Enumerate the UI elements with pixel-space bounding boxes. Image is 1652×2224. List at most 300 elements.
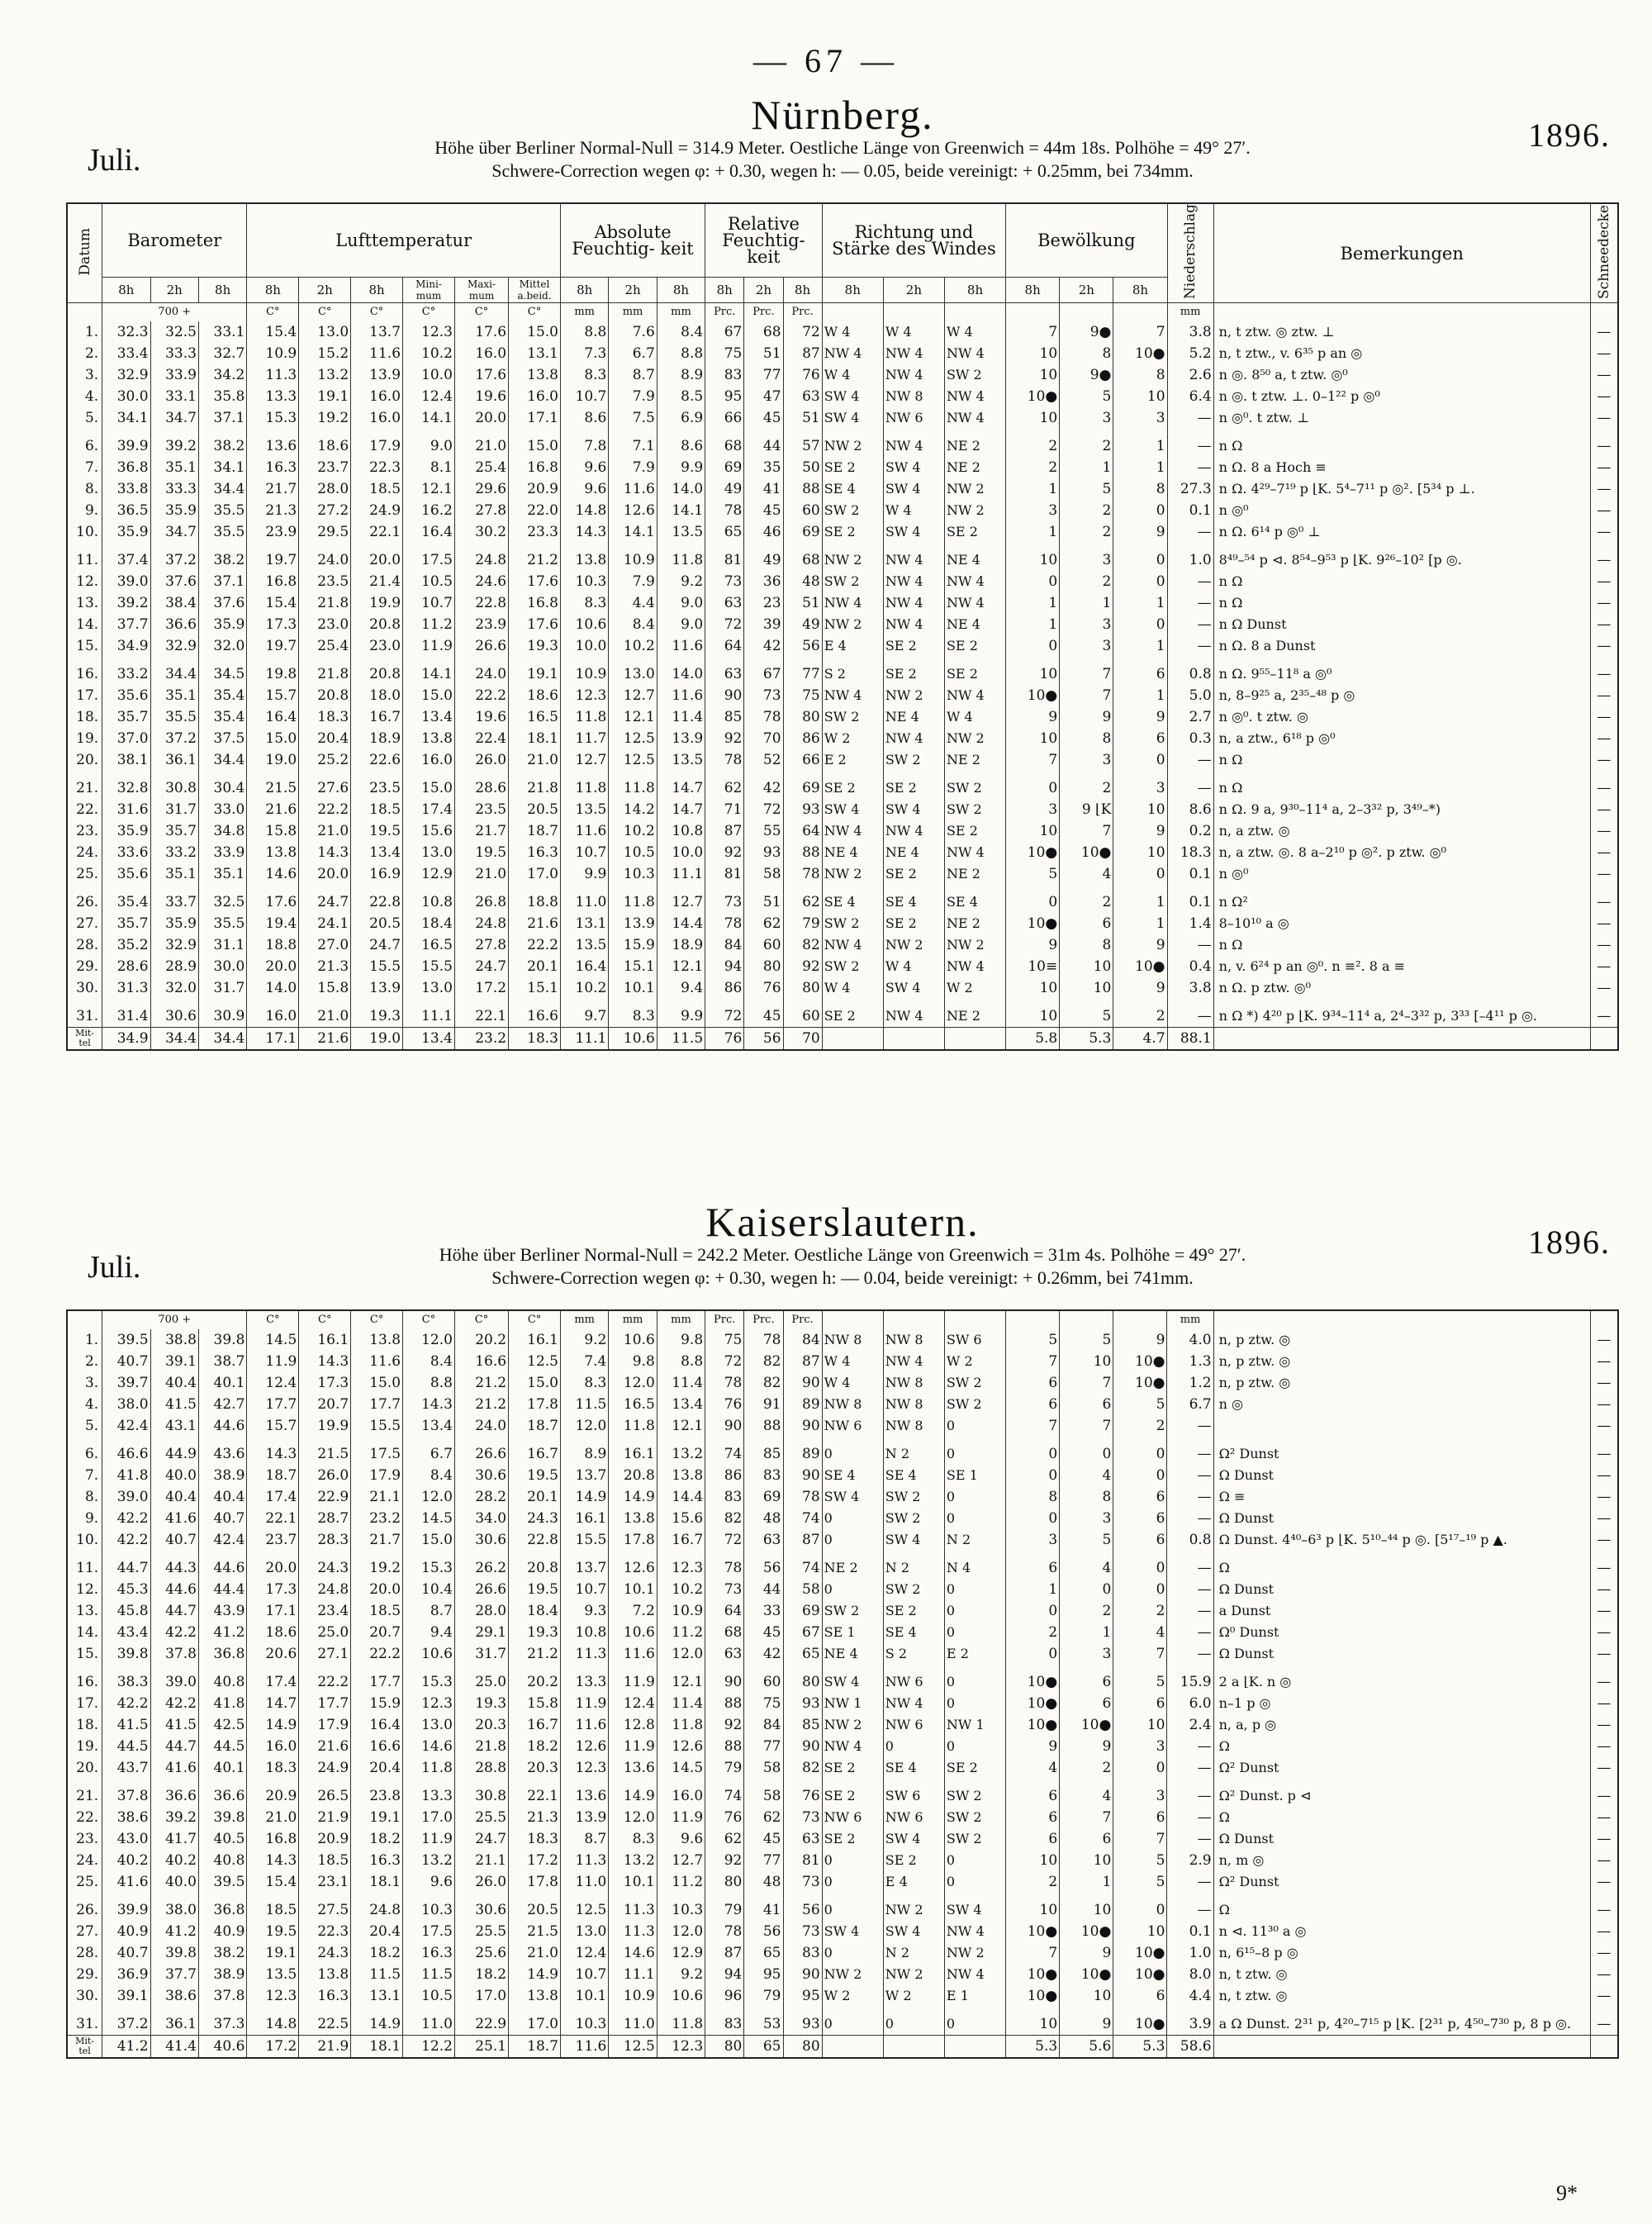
cell-bew-2h: 9 ⌊Κ (1060, 799, 1113, 820)
sub-maximum: Maxi- mum (454, 278, 508, 303)
cell-datum: 8. (67, 1486, 102, 1508)
cell-abs-8h: 14.3 (560, 521, 608, 543)
cell-baro-2h: 35.9 (150, 500, 198, 521)
cell-wind-8h: NE 4 (822, 842, 883, 863)
cell-datum: 5. (67, 407, 102, 429)
cell-baro-8h-evening: 36.8 (198, 1643, 246, 1665)
cell-temp-8h-evening: 20.4 (351, 1921, 403, 1942)
cell-wind-8h-evening: NW 4 (944, 407, 1005, 429)
cell-temp-8h-evening: 16.6 (351, 1736, 403, 1757)
cell-temp-mittel: 12.5 (509, 1351, 561, 1372)
cell-wind-2h: E 4 (883, 1871, 944, 1893)
cell-baro-2h: 35.5 (150, 706, 198, 728)
cell-schneedecke: — (1590, 1600, 1618, 1622)
cell-rel-2h: 45 (744, 407, 783, 429)
cell-rel-8h: 73 (705, 1579, 744, 1600)
cell-temp-mittel: 15.0 (509, 1372, 561, 1394)
sub-8h: 8h (705, 278, 744, 303)
cell-abs-8h-evening: 11.1 (657, 863, 705, 885)
table-row (67, 1942, 1618, 1964)
cell-datum: 16. (67, 657, 102, 685)
cell-rel-8h-evening: 68 (783, 543, 822, 571)
cell-rel-8h-evening: 84 (783, 1329, 822, 1351)
cell-schneedecke: — (1590, 1693, 1618, 1714)
cell-bew-2h: 4 (1060, 1779, 1113, 1807)
cell-bew-8h: 1 (1006, 592, 1060, 614)
station-title: Nürnberg. (751, 92, 934, 138)
cell-bew-8h: 10 (1006, 999, 1060, 1028)
cell-bew-2h: 8 (1060, 728, 1113, 749)
cell-baro-8h: 44.7 (102, 1551, 150, 1579)
cell-temp-max: 19.5 (454, 842, 508, 863)
cell-bew-8h-evening: 10● (1113, 1964, 1167, 1985)
cell-rel-8h: 49 (705, 478, 744, 500)
cell-abs-8h-evening: 12.6 (657, 1736, 705, 1757)
cell-wind-2h: NW 6 (883, 407, 944, 429)
cell-abs-2h: 7.2 (609, 1600, 657, 1622)
cell-temp-mittel: 20.5 (509, 799, 561, 820)
cell-niederschlag: — (1167, 457, 1213, 478)
cell-temp-min: 12.4 (403, 386, 455, 407)
cell-baro-8h-evening: 42.7 (198, 1394, 246, 1415)
cell-datum: 4. (67, 386, 102, 407)
cell-rel-2h: 88 (744, 1415, 783, 1437)
cell-abs-2h: 14.9 (609, 1486, 657, 1508)
cell-temp-2h: 20.8 (299, 685, 351, 706)
cell-baro-2h: 40.0 (150, 1871, 198, 1893)
cell-schneedecke: — (1590, 799, 1618, 820)
cell-rel-8h: 92 (705, 1850, 744, 1871)
cell-abs-2h: 11.6 (609, 478, 657, 500)
cell-schneedecke: — (1590, 1665, 1618, 1693)
sub-8h: 8h (102, 278, 150, 303)
cell-baro-8h-evening: 43.6 (198, 1437, 246, 1465)
cell-temp-8h-evening: 13.8 (351, 1329, 403, 1351)
cell-temp-mittel: 22.2 (509, 934, 561, 956)
cell-abs-8h: 10.3 (560, 571, 608, 592)
cell-wind-2h: 0 (883, 1736, 944, 1757)
cell-baro-2h: 34.4 (150, 657, 198, 685)
cell-rel-8h-evening: 69 (783, 1600, 822, 1622)
cell-niederschlag: 1.0 (1167, 543, 1213, 571)
cell-abs-8h-evening: 8.9 (657, 364, 705, 386)
cell-temp-2h: 27.1 (299, 1643, 351, 1665)
cell-bew-8h: 7 (1006, 749, 1060, 771)
cell-bew-8h-evening: 10● (1113, 1351, 1167, 1372)
cell-niederschlag: 5.2 (1167, 343, 1213, 364)
cell-baro-8h: 38.0 (102, 1394, 150, 1415)
cell-datum: 8. (67, 478, 102, 500)
cell-niederschlag: 1.3 (1167, 1351, 1213, 1372)
cell-bemerkungen: n, p ztw. ◎ (1213, 1329, 1590, 1351)
cell-datum: 12. (67, 571, 102, 592)
table-row (67, 1329, 1618, 1351)
cell-baro-8h-evening: 34.1 (198, 457, 246, 478)
cell-schneedecke: — (1590, 1736, 1618, 1757)
cell-bew-8h-evening: 7 (1113, 1828, 1167, 1850)
cell-rel-8h-evening: 90 (783, 1964, 822, 1985)
cell-datum: 27. (67, 1921, 102, 1942)
cell-baro-8h-evening: 33.9 (198, 842, 246, 863)
cell-rel-8h-evening: 80 (783, 706, 822, 728)
cell-rel-2h: 78 (744, 706, 783, 728)
cell-schneedecke: — (1590, 2007, 1618, 2036)
cell-temp-max: 24.7 (454, 1828, 508, 1850)
cell-baro-8h-evening: 32.0 (198, 635, 246, 657)
cell-bemerkungen: n, t ztw. ◎ ztw. ⊥ (1213, 321, 1590, 343)
cell-temp-min: 18.4 (403, 913, 455, 934)
cell-bew-2h: 0 (1060, 1579, 1113, 1600)
cell-bew-8h-evening: 0 (1113, 749, 1167, 771)
cell-bew-2h: 7 (1060, 1372, 1113, 1394)
table-row (67, 863, 1618, 885)
cell-datum: 17. (67, 685, 102, 706)
cell-temp-8h-evening: 21.4 (351, 571, 403, 592)
cell-temp-2h: 23.5 (299, 571, 351, 592)
cell-wind-8h: SW 4 (822, 1665, 883, 1693)
cell-wind-8h-evening: 0 (944, 1665, 1005, 1693)
cell-niederschlag: — (1167, 1551, 1213, 1579)
table-row (67, 1828, 1618, 1850)
cell-baro-8h: 36.9 (102, 1964, 150, 1985)
cell-bew-8h-evening: 2 (1113, 999, 1167, 1028)
table-row (67, 799, 1618, 820)
cell-bew-8h-evening: 0 (1113, 543, 1167, 571)
cell-wind-2h: SE 4 (883, 1757, 944, 1779)
cell-abs-2h: 4.4 (609, 592, 657, 614)
cell-baro-2h: 32.9 (150, 635, 198, 657)
cell-temp-max: 17.6 (454, 321, 508, 343)
cell-datum: 17. (67, 1693, 102, 1714)
cell-rel-2h: 79 (744, 1985, 783, 2007)
cell-abs-2h: 14.2 (609, 799, 657, 820)
cell-wind-8h: NE 2 (822, 1551, 883, 1579)
cell-rel-2h: 55 (744, 820, 783, 842)
cell-wind-8h-evening: NE 2 (944, 913, 1005, 934)
cell-temp-min: 15.3 (403, 1665, 455, 1693)
cell-rel-2h: 75 (744, 1693, 783, 1714)
cell-schneedecke: — (1590, 1985, 1618, 2007)
cell-temp-2h: 27.2 (299, 500, 351, 521)
cell-wind-8h-evening: NW 2 (944, 1942, 1005, 1964)
cell-abs-2h: 16.5 (609, 1394, 657, 1415)
cell-rel-8h-evening: 73 (783, 1921, 822, 1942)
mittel-bew-2h: 5.6 (1060, 2036, 1113, 2059)
cell-temp-min: 10.8 (403, 885, 455, 913)
cell-wind-8h: S 2 (822, 657, 883, 685)
cell-wind-8h: NE 4 (822, 1643, 883, 1665)
cell-rel-2h: 80 (744, 956, 783, 977)
cell-niederschlag: — (1167, 1807, 1213, 1828)
cell-rel-2h: 39 (744, 614, 783, 635)
cell-wind-8h: SW 4 (822, 1486, 883, 1508)
cell-niederschlag: — (1167, 749, 1213, 771)
cell-temp-8h-evening: 19.2 (351, 1551, 403, 1579)
cell-temp-min: 8.4 (403, 1351, 455, 1372)
cell-bew-8h: 6 (1006, 1807, 1060, 1828)
cell-wind-8h-evening: NW 4 (944, 571, 1005, 592)
cell-baro-8h: 28.6 (102, 956, 150, 977)
sub-2h: 2h (883, 278, 944, 303)
cell-abs-8h-evening: 8.8 (657, 343, 705, 364)
cell-schneedecke: — (1590, 913, 1618, 934)
cell-temp-8h: 18.3 (247, 1757, 299, 1779)
cell-wind-8h: NW 8 (822, 1329, 883, 1351)
cell-rel-8h: 69 (705, 457, 744, 478)
cell-bew-2h: 9● (1060, 364, 1113, 386)
cell-baro-8h-evening: 35.1 (198, 863, 246, 885)
cell-datum: 30. (67, 977, 102, 999)
cell-temp-min: 12.0 (403, 1486, 455, 1508)
cell-abs-2h: 10.1 (609, 1579, 657, 1600)
cell-temp-min: 16.2 (403, 500, 455, 521)
cell-baro-8h: 37.4 (102, 543, 150, 571)
cell-rel-2h: 95 (744, 1964, 783, 1985)
month-label: Juli. (88, 143, 141, 178)
cell-niederschlag: 0.2 (1167, 820, 1213, 842)
cell-bew-2h: 5 (1060, 1529, 1113, 1551)
cell-wind-8h: SE 4 (822, 885, 883, 913)
cell-bemerkungen: n ◎. 8⁵⁰ a, t ztw. ◎⁰ (1213, 364, 1590, 386)
cell-baro-8h-evening: 32.5 (198, 885, 246, 913)
cell-wind-8h-evening: NW 4 (944, 842, 1005, 863)
cell-temp-8h: 20.6 (247, 1643, 299, 1665)
cell-bew-8h-evening: 10 (1113, 386, 1167, 407)
cell-temp-max: 30.6 (454, 1529, 508, 1551)
baro-base: 700 + (102, 1310, 247, 1329)
cell-niederschlag: 0.1 (1167, 885, 1213, 913)
mittel-abs-8h-evening: 12.3 (657, 2036, 705, 2059)
cell-wind-2h: N 2 (883, 1942, 944, 1964)
cell-rel-8h: 87 (705, 820, 744, 842)
cell-temp-8h-evening: 20.8 (351, 614, 403, 635)
table-row (67, 1871, 1618, 1893)
cell-temp-min: 13.4 (403, 706, 455, 728)
cell-temp-8h: 19.7 (247, 635, 299, 657)
cell-schneedecke: — (1590, 407, 1618, 429)
cell-bew-8h-evening: 10● (1113, 343, 1167, 364)
cell-abs-8h-evening: 13.8 (657, 1465, 705, 1486)
cell-wind-8h: 0 (822, 1942, 883, 1964)
cell-temp-mittel: 17.6 (509, 571, 561, 592)
cell-baro-8h: 35.4 (102, 885, 150, 913)
table-row (67, 543, 1618, 571)
cell-wind-2h: 0 (883, 2007, 944, 2036)
cell-temp-8h-evening: 20.0 (351, 543, 403, 571)
cell-bemerkungen: n, a ztw. ◎ (1213, 820, 1590, 842)
cell-wind-8h: SW 2 (822, 706, 883, 728)
cell-rel-8h: 79 (705, 1893, 744, 1921)
cell-bemerkungen: n, v. 6²⁴ p an ◎⁰. n ≡². 8 a ≡ (1213, 956, 1590, 977)
mittel-rel-2h: 65 (744, 2036, 783, 2059)
cell-datum: 22. (67, 799, 102, 820)
cell-bemerkungen: Ω² Dunst (1213, 1437, 1590, 1465)
cell-rel-2h: 58 (744, 1757, 783, 1779)
cell-temp-max: 21.7 (454, 820, 508, 842)
table-row (67, 977, 1618, 999)
table-row (67, 1964, 1618, 1985)
cell-wind-8h: NW 8 (822, 1394, 883, 1415)
cell-baro-8h: 33.6 (102, 842, 150, 863)
cell-abs-8h-evening: 9.9 (657, 457, 705, 478)
cell-abs-2h: 15.9 (609, 934, 657, 956)
cell-temp-min: 11.2 (403, 614, 455, 635)
cell-wind-8h-evening: SW 2 (944, 771, 1005, 799)
cell-bew-8h-evening: 0 (1113, 500, 1167, 521)
cell-datum: 7. (67, 457, 102, 478)
cell-rel-8h-evening: 74 (783, 1508, 822, 1529)
cell-abs-8h-evening: 8.5 (657, 386, 705, 407)
mittel-baro-8h-evening: 40.6 (198, 2036, 246, 2059)
cell-wind-8h: SE 2 (822, 999, 883, 1028)
cell-temp-2h: 24.0 (299, 543, 351, 571)
cell-wind-8h-evening: 0 (944, 1850, 1005, 1871)
cell-wind-8h-evening: E 1 (944, 1985, 1005, 2007)
cell-bew-8h-evening: 9 (1113, 706, 1167, 728)
cell-temp-2h: 24.9 (299, 1757, 351, 1779)
sub-8h: 8h (657, 278, 705, 303)
cell-datum: 11. (67, 543, 102, 571)
cell-bemerkungen: n, t ztw. ◎ (1213, 1985, 1590, 2007)
cell-temp-8h-evening: 23.5 (351, 771, 403, 799)
cell-schneedecke: — (1590, 1964, 1618, 1985)
cell-rel-8h: 94 (705, 1964, 744, 1985)
cell-abs-8h: 12.0 (560, 1415, 608, 1437)
cell-temp-max: 19.6 (454, 706, 508, 728)
cell-temp-2h: 15.2 (299, 343, 351, 364)
cell-baro-8h-evening: 40.4 (198, 1486, 246, 1508)
cell-datum: 19. (67, 728, 102, 749)
cell-bew-8h: 9 (1006, 1736, 1060, 1757)
cell-rel-2h: 77 (744, 1736, 783, 1757)
mittel-bew-8h-evening: 5.3 (1113, 2036, 1167, 2059)
cell-niederschlag: — (1167, 1828, 1213, 1850)
cell-temp-max: 17.0 (454, 1985, 508, 2007)
table-row (67, 1372, 1618, 1394)
sub-mittel: Mittel a.beid. (509, 278, 561, 303)
cell-rel-8h-evening: 63 (783, 386, 822, 407)
cell-baro-8h: 32.9 (102, 364, 150, 386)
cell-wind-2h: NW 8 (883, 1415, 944, 1437)
cell-temp-2h: 26.0 (299, 1465, 351, 1486)
mittel-bemerkungen (1213, 1028, 1590, 1051)
cell-bew-8h-evening: 6 (1113, 1693, 1167, 1714)
cell-datum: 28. (67, 934, 102, 956)
cell-rel-8h: 75 (705, 343, 744, 364)
cell-wind-8h: W 4 (822, 1351, 883, 1372)
cell-abs-8h-evening: 10.3 (657, 1893, 705, 1921)
cell-temp-min: 12.3 (403, 1693, 455, 1714)
cell-rel-8h: 85 (705, 706, 744, 728)
cell-abs-2h: 11.8 (609, 1415, 657, 1437)
cell-rel-2h: 56 (744, 1921, 783, 1942)
cell-abs-2h: 7.6 (609, 321, 657, 343)
cell-schneedecke: — (1590, 728, 1618, 749)
cell-wind-8h-evening: NW 1 (944, 1714, 1005, 1736)
cell-temp-8h: 15.4 (247, 321, 299, 343)
cell-bew-8h: 0 (1006, 1643, 1060, 1665)
cell-wind-2h: S 2 (883, 1643, 944, 1665)
cell-baro-8h-evening: 43.9 (198, 1600, 246, 1622)
cell-bew-8h-evening: 6 (1113, 1486, 1167, 1508)
cell-temp-2h: 22.2 (299, 1665, 351, 1693)
cell-temp-mittel: 20.1 (509, 956, 561, 977)
cell-wind-8h: SE 2 (822, 1779, 883, 1807)
cell-rel-8h: 78 (705, 1551, 744, 1579)
cell-baro-8h: 35.9 (102, 820, 150, 842)
cell-temp-2h: 18.5 (299, 1850, 351, 1871)
cell-abs-2h: 9.8 (609, 1351, 657, 1372)
cell-wind-2h: W 4 (883, 956, 944, 977)
cell-temp-2h: 17.3 (299, 1372, 351, 1394)
cell-bew-8h: 10● (1006, 1921, 1060, 1942)
cell-abs-8h: 11.3 (560, 1850, 608, 1871)
cell-abs-8h: 8.9 (560, 1437, 608, 1465)
cell-temp-max: 26.0 (454, 1871, 508, 1893)
mittel-row (67, 2036, 1618, 2059)
cell-baro-8h-evening: 37.8 (198, 1985, 246, 2007)
table-body (67, 1310, 1618, 2058)
cell-abs-8h: 8.8 (560, 321, 608, 343)
cell-abs-2h: 16.1 (609, 1437, 657, 1465)
cell-temp-min: 10.5 (403, 1985, 455, 2007)
cell-niederschlag: 0.1 (1167, 1921, 1213, 1942)
cell-niederschlag: — (1167, 407, 1213, 429)
cell-temp-2h: 17.9 (299, 1714, 351, 1736)
cell-bew-2h: 2 (1060, 429, 1113, 457)
cell-wind-8h-evening: NW 2 (944, 934, 1005, 956)
cell-baro-8h: 40.7 (102, 1942, 150, 1964)
cell-wind-2h: N 2 (883, 1437, 944, 1465)
cell-baro-8h: 33.8 (102, 478, 150, 500)
cell-baro-8h: 39.1 (102, 1985, 150, 2007)
cell-bemerkungen: n Ω (1213, 934, 1590, 956)
cell-abs-2h: 11.8 (609, 771, 657, 799)
cell-bew-2h: 6 (1060, 1693, 1113, 1714)
mittel-bew-8h: 5.8 (1006, 1028, 1060, 1051)
cell-rel-8h: 88 (705, 1736, 744, 1757)
cell-temp-2h: 24.8 (299, 1579, 351, 1600)
cell-temp-2h: 21.9 (299, 1807, 351, 1828)
cell-temp-8h: 13.6 (247, 429, 299, 457)
cell-baro-2h: 37.2 (150, 728, 198, 749)
cell-baro-8h-evening: 42.4 (198, 1529, 246, 1551)
cell-temp-8h: 23.7 (247, 1529, 299, 1551)
cell-baro-2h: 37.7 (150, 1964, 198, 1985)
cell-rel-8h: 63 (705, 592, 744, 614)
cell-bew-2h: 2 (1060, 571, 1113, 592)
cell-abs-8h-evening: 11.6 (657, 635, 705, 657)
cell-temp-max: 17.6 (454, 364, 508, 386)
cell-abs-8h-evening: 9.6 (657, 1828, 705, 1850)
cell-bew-8h-evening: 6 (1113, 657, 1167, 685)
cell-rel-2h: 42 (744, 1643, 783, 1665)
cell-temp-max: 20.2 (454, 1329, 508, 1351)
cell-baro-8h-evening: 38.2 (198, 1942, 246, 1964)
cell-temp-min: 13.4 (403, 1415, 455, 1437)
cell-rel-8h: 73 (705, 885, 744, 913)
cell-niederschlag: 3.8 (1167, 977, 1213, 999)
cell-temp-min: 14.3 (403, 1394, 455, 1415)
table-row (67, 2007, 1618, 2036)
table-row (67, 321, 1618, 343)
cell-niederschlag: 0.1 (1167, 500, 1213, 521)
baro-base: 700 + (102, 303, 247, 322)
cell-temp-min: 16.0 (403, 749, 455, 771)
cell-baro-8h-evening: 44.6 (198, 1415, 246, 1437)
cell-bew-8h-evening: 10● (1113, 1942, 1167, 1964)
cell-temp-2h: 18.3 (299, 706, 351, 728)
